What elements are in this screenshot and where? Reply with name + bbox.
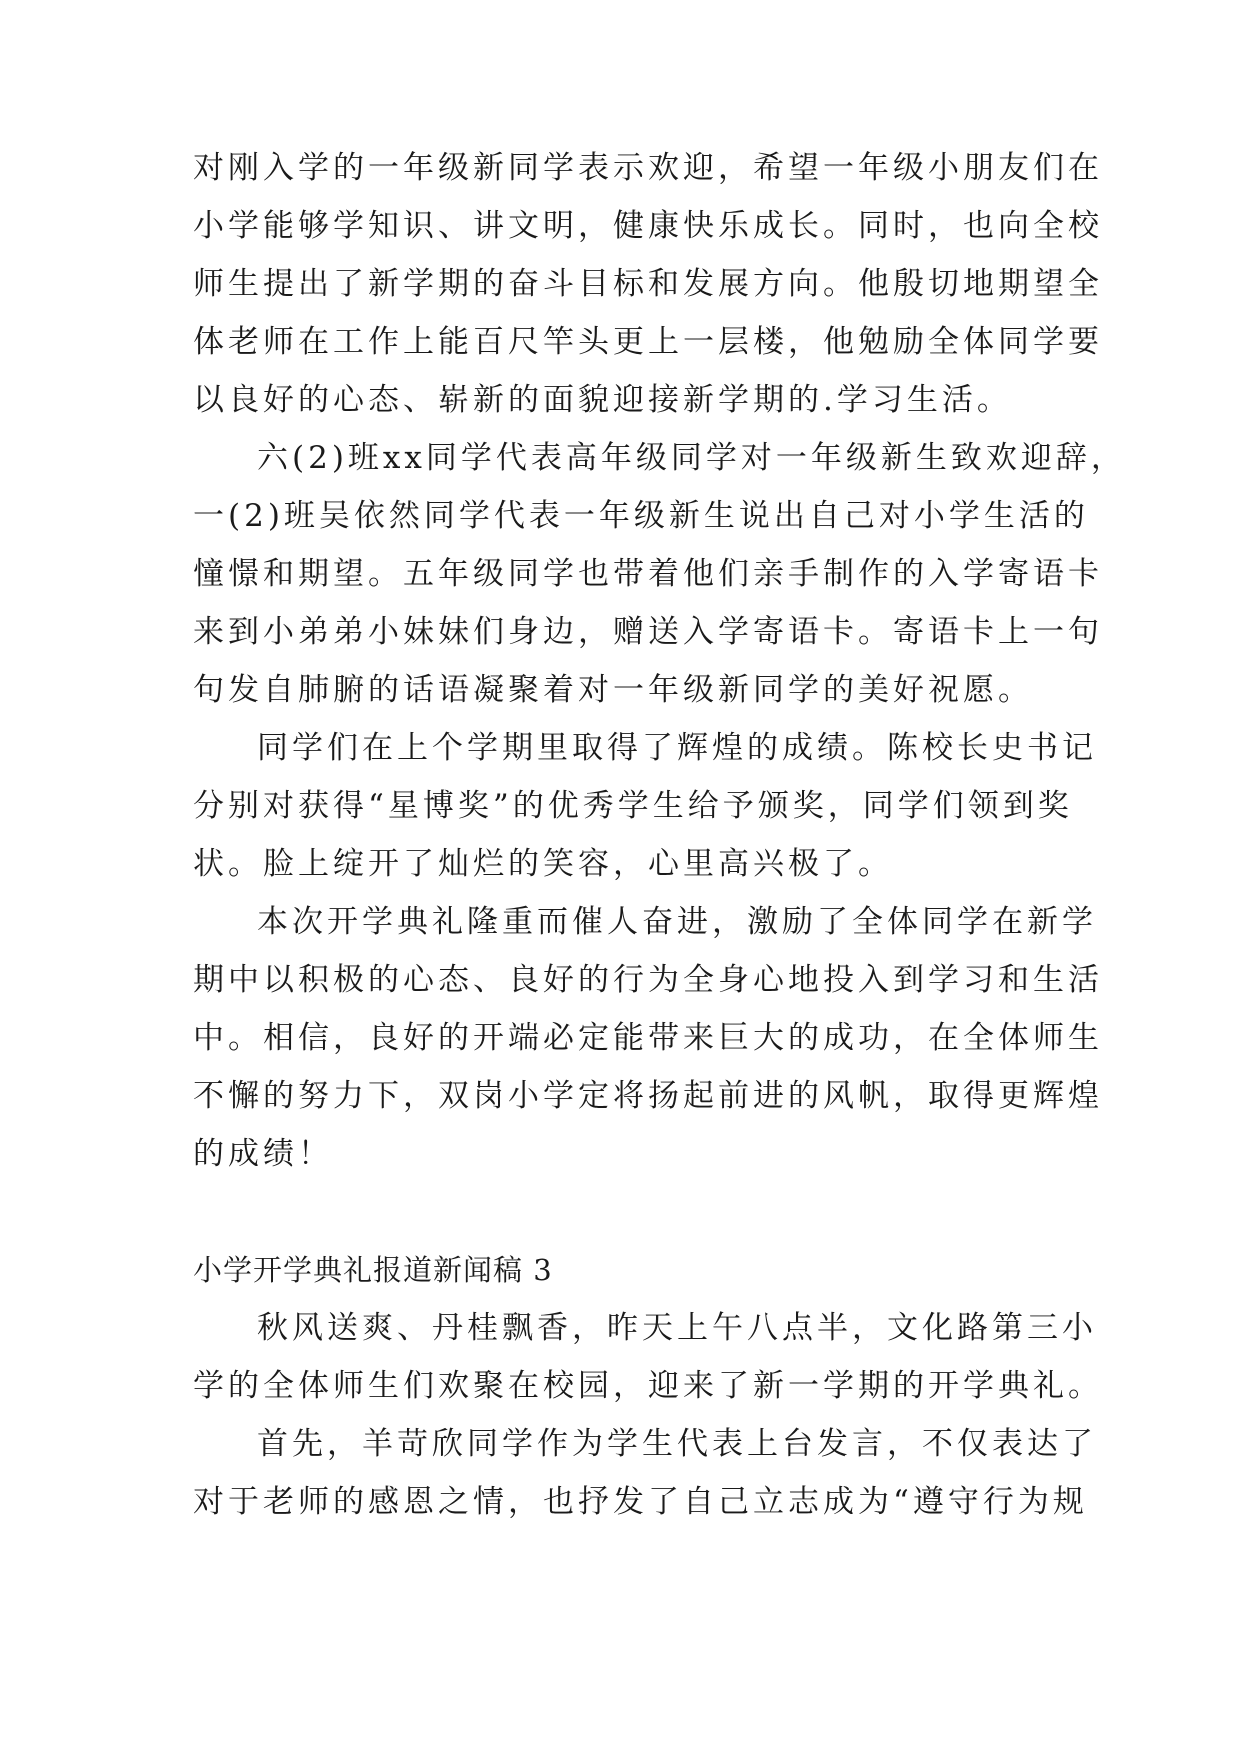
text-line: 的成绩！ [193,1136,333,1172]
text-line: 体老师在工作上能百尺竿头更上一层楼，他勉励全体同学要 [193,324,1103,360]
paragraph-first-line: 同学们在上个学期里取得了辉煌的成绩。陈校长史书记 [257,730,1097,766]
text-line: 不懈的努力下，双岗小学定将扬起前进的风帆，取得更辉煌 [193,1078,1103,1114]
section-heading: 小学开学典礼报道新闻稿 3 [193,1253,553,1287]
paragraph-first-line: 首先，羊苛欣同学作为学生代表上台发言，不仅表达了 [257,1426,1097,1462]
text-line: 中。相信，良好的开端必定能带来巨大的成功，在全体师生 [193,1020,1103,1056]
text-line: 小学能够学知识、讲文明，健康快乐成长。同时，也向全校 [193,208,1103,244]
text-line: 憧憬和期望。五年级同学也带着他们亲手制作的入学寄语卡 [193,556,1103,592]
text-line: 以良好的心态、崭新的面貌迎接新学期的.学习生活。 [193,382,1012,418]
text-line: 一(2)班吴依然同学代表一年级新生说出自己对小学生活的 [193,498,1089,534]
paragraph-first-line: 六(2)班xx同学代表高年级同学对一年级新生致欢迎辞， [257,440,1126,476]
text-line: 对于老师的感恩之情，也抒发了自己立志成为“遵守行为规 [193,1484,1088,1520]
text-line: 分别对获得“星博奖”的优秀学生给予颁奖，同学们领到奖 [193,788,1073,824]
text-line: 句发自肺腑的话语凝聚着对一年级新同学的美好祝愿。 [193,672,1033,708]
text-line: 师生提出了新学期的奋斗目标和发展方向。他殷切地期望全 [193,266,1103,302]
text-line: 学的全体师生们欢聚在校园，迎来了新一学期的开学典礼。 [193,1368,1103,1404]
text-line: 期中以积极的心态、良好的行为全身心地投入到学习和生活 [193,962,1103,998]
paragraph-first-line: 秋风送爽、丹桂飘香，昨天上午八点半，文化路第三小 [257,1310,1097,1346]
text-line: 对刚入学的一年级新同学表示欢迎，希望一年级小朋友们在 [193,150,1103,186]
paragraph-first-line: 本次开学典礼隆重而催人奋进，激励了全体同学在新学 [257,904,1097,940]
text-line: 状。脸上绽开了灿烂的笑容，心里高兴极了。 [193,846,893,882]
text-line: 来到小弟弟小妹妹们身边，赠送入学寄语卡。寄语卡上一句 [193,614,1103,650]
